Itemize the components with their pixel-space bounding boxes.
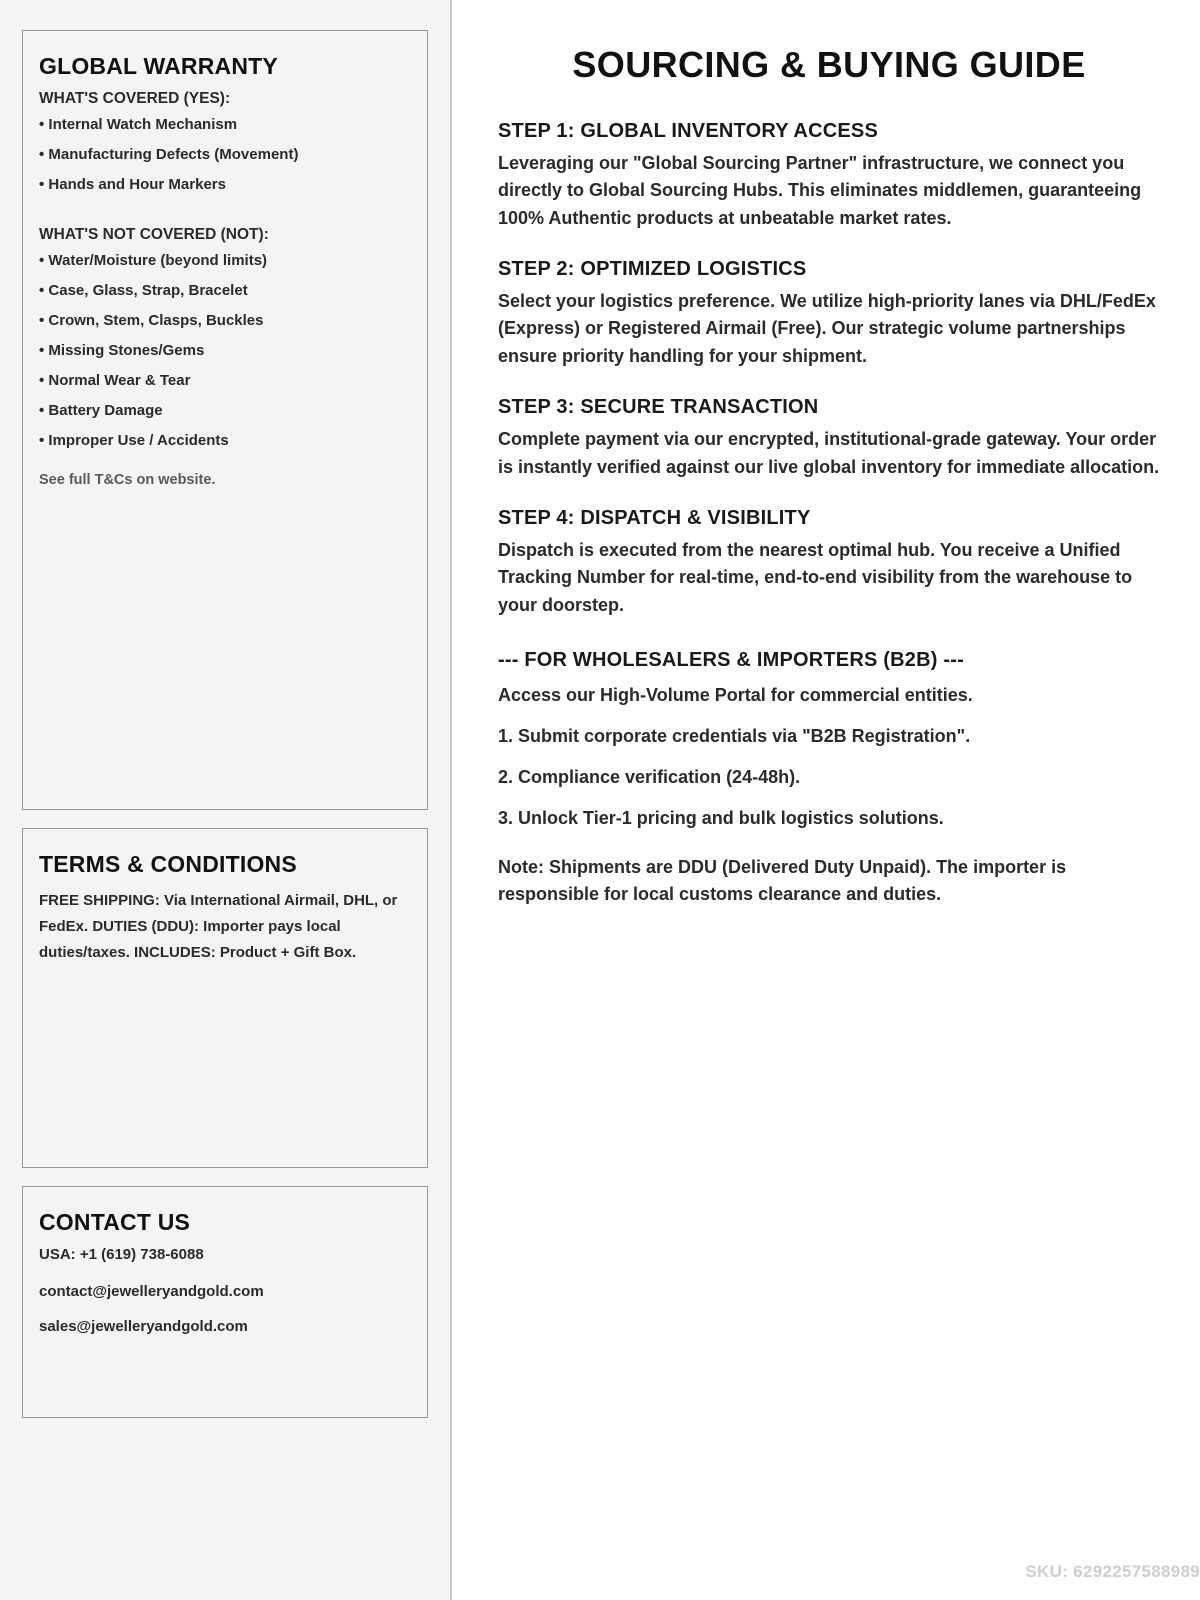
step-heading: STEP 4: DISPATCH & VISIBILITY [498, 506, 811, 529]
warranty-not-covered-heading: WHAT'S NOT COVERED (NOT): [39, 226, 269, 243]
warranty-not-covered-item: • Case, Glass, Strap, Bracelet [39, 282, 248, 299]
step-body: Leveraging our "Global Sourcing Partner" infrastructure, we connect you directly to Global Sourcing Hubs. This eliminates middlemen, guaranteeing 100% Authentic products at unbeatable market rates. [498, 153, 1142, 228]
warranty-not-covered-item: • Missing Stones/Gems [39, 342, 205, 359]
page-title: SOURCING & BUYING GUIDE [572, 44, 1086, 85]
b2b-note: Note: Shipments are DDU (Delivered Duty Unpaid). The importer is responsible for local customs clearance and duties. [498, 856, 1067, 904]
step-heading: STEP 1: GLOBAL INVENTORY ACCESS [498, 120, 878, 142]
warranty-not-covered-item: • Normal Wear & Tear [39, 372, 191, 389]
b2b-step: 1. Submit corporate credentials via "B2B Registration". [498, 725, 971, 746]
warranty-covered-heading: WHAT'S COVERED (YES): [39, 90, 231, 107]
step-block [498, 507, 1160, 619]
terms-title: TERMS & CONDITIONS [39, 851, 297, 877]
left-sidebar [0, 0, 452, 1600]
step-heading: STEP 3: SECURE TRANSACTION [498, 396, 819, 419]
warranty-not-covered-item: • Battery Damage [39, 402, 163, 419]
b2b-step: 2. Compliance verification (24-48h). [498, 766, 801, 787]
terms-panel [22, 828, 428, 1168]
guide-content [452, 0, 1200, 1600]
warranty-title: GLOBAL WARRANTY [39, 53, 278, 79]
step-heading: STEP 2: OPTIMIZED LOGISTICS [498, 258, 807, 281]
b2b-intro: Access our High-Volume Portal for commercial entities. [498, 684, 973, 705]
contact-email-primary[interactable]: contact@jewelleryandgold.com [39, 1283, 264, 1300]
warranty-not-covered-item: • Crown, Stem, Clasps, Buckles [39, 312, 264, 329]
b2b-step: 3. Unlock Tier-1 pricing and bulk logistics solutions. [498, 807, 944, 828]
contact-title: CONTACT US [39, 1209, 191, 1235]
step-block [498, 396, 1160, 481]
step-body: Select your logistics preference. We utilize high-priority lanes via DHL/FedEx (Express) or Registered Airmail (Free). Our strategic volume partnerships ensure priority handling for your shipment. [498, 291, 1156, 366]
step-body: Complete payment via our encrypted, institutional-grade gateway. Your order is instantly verified against our live global inventory for immediate allocation. [498, 429, 1160, 477]
warranty-covered-item: • Hands and Hour Markers [39, 176, 226, 193]
sku-label: SKU: 6292257588989 [1025, 1562, 1200, 1581]
warranty-covered-item: • Manufacturing Defects (Movement) [39, 146, 299, 163]
warranty-panel [22, 30, 428, 810]
terms-body: FREE SHIPPING: Via International Airmail, DHL, or FedEx. DUTIES (DDU): Importer pays local duties/taxes. INCLUDES: Product + Gift Box. [39, 892, 398, 961]
warranty-not-covered-item: • Water/Moisture (beyond limits) [39, 252, 268, 269]
b2b-heading: --- FOR WHOLESALERS & IMPORTERS (B2B) --- [498, 648, 964, 671]
step-body: Dispatch is executed from the nearest optimal hub. You receive a Unified Tracking Number for real-time, end-to-end visibility from the warehouse to your doorstep. [498, 539, 1133, 615]
contact-panel [22, 1186, 428, 1418]
contact-email-sales[interactable]: sales@jewelleryandgold.com [39, 1318, 248, 1335]
step-block [498, 120, 1160, 232]
spacer [39, 206, 411, 220]
step-block [498, 258, 1160, 370]
warranty-footnote: See full T&Cs on website. [39, 472, 216, 488]
contact-phone[interactable]: USA: +1 (619) 738-6088 [39, 1246, 204, 1263]
warranty-not-covered-item: • Improper Use / Accidents [39, 432, 229, 449]
warranty-covered-item: • Internal Watch Mechanism [39, 116, 238, 133]
